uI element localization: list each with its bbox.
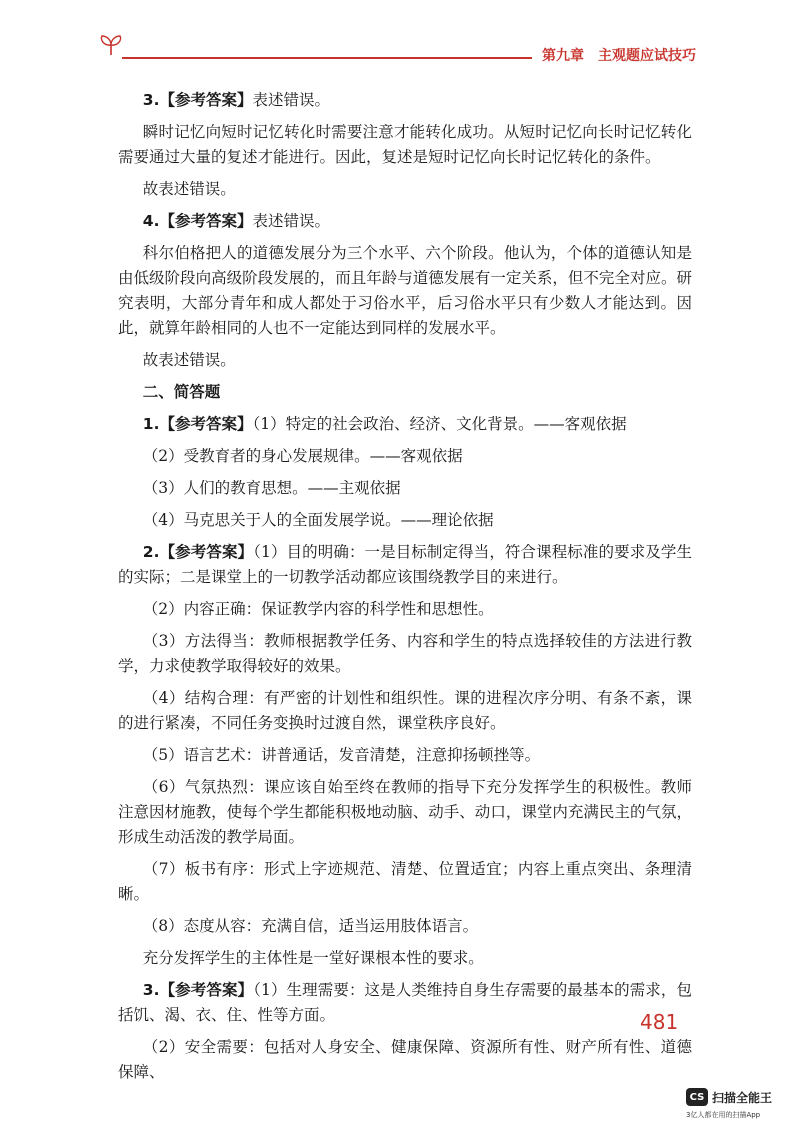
paragraph-text: （6）气氛热烈：课应该自始至终在教师的指导下充分发挥学生的积极性。教师注意因材施教，使每个学生都能积极地动脑、动手、动口，课堂内充满民主的气氛，形成生动活泼的教学局面。 xyxy=(118,778,692,846)
page-number: 481 xyxy=(640,1010,679,1034)
paragraph-text: （1）生理需要：这是人类维持自身生存需要的最基本的需求，包括饥、渴、衣、住、性等方面。 xyxy=(118,981,692,1024)
paragraph-text: 表述错误。 xyxy=(252,91,330,109)
paragraph xyxy=(118,508,692,533)
scanner-tagline: 3亿人都在用的扫描App xyxy=(686,1111,761,1119)
paragraph-text: （4）结构合理：有严密的计划性和组织性。课的进程次序分明、有条不紊，课的进行紧凑，不同任务变换时过渡自然，课堂秩序良好。 xyxy=(118,689,692,732)
paragraph-text: （1）特定的社会政治、经济、文化背景。——客观依据 xyxy=(252,415,627,433)
paragraph xyxy=(118,686,692,736)
paragraph-text: （4）马克思关于人的全面发展学说。——理论依据 xyxy=(142,511,494,529)
paragraph xyxy=(118,775,692,850)
header-rule xyxy=(122,57,532,59)
paragraph-label: 2.【参考答案】 xyxy=(142,543,254,561)
paragraph-label: 二、简答题 xyxy=(142,383,221,401)
camscanner-logo-icon: CS xyxy=(686,1088,708,1106)
paragraph xyxy=(118,1035,692,1085)
page-body xyxy=(118,88,692,1092)
scanner-watermark xyxy=(686,1088,772,1106)
chapter-title: 第九章 主观题应试技巧 xyxy=(542,48,696,64)
sprout-icon xyxy=(98,34,124,56)
paragraph-text: （3）方法得当：教师根据教学任务、内容和学生的特点选择较佳的方法进行教学，力求使教学取得较好的效果。 xyxy=(118,632,692,675)
paragraph-text: （1）目的明确：一是目标制定得当，符合课程标准的要求及学生的实际；二是课堂上的一切教学活动都应该围绕教学目的来进行。 xyxy=(118,543,692,586)
paragraph-text: 故表述错误。 xyxy=(142,180,236,198)
paragraph xyxy=(118,88,692,113)
paragraph xyxy=(118,597,692,622)
paragraph xyxy=(118,209,692,234)
paragraph-text: （2）内容正确：保证教学内容的科学性和思想性。 xyxy=(142,600,494,618)
paragraph-label: 1.【参考答案】 xyxy=(142,415,253,433)
paragraph xyxy=(118,412,692,437)
paragraph xyxy=(118,177,692,202)
paragraph-text: 故表述错误。 xyxy=(142,351,236,369)
paragraph xyxy=(118,629,692,679)
paragraph xyxy=(118,348,692,373)
paragraph-text: （2）受教育者的身心发展规律。——客观依据 xyxy=(142,447,463,465)
paragraph xyxy=(118,444,692,469)
paragraph-text: （3）人们的教育思想。——主观依据 xyxy=(142,479,401,497)
paragraph-text: （8）态度从容：充满自信，适当运用肢体语言。 xyxy=(142,917,479,935)
paragraph-text: （2）安全需要：包括对人身安全、健康保障、资源所有性、财产所有性、道德保障、 xyxy=(118,1038,692,1081)
paragraph xyxy=(118,857,692,907)
paragraph xyxy=(118,978,692,1028)
paragraph xyxy=(118,743,692,768)
paragraph-text: （5）语言艺术：讲普通话，发音清楚，注意抑扬顿挫等。 xyxy=(142,746,541,764)
paragraph xyxy=(118,120,692,170)
paragraph-text: 充分发挥学生的主体性是一堂好课根本性的要求。 xyxy=(142,949,484,967)
paragraph-label: 3.【参考答案】 xyxy=(142,981,254,999)
paragraph-text: 表述错误。 xyxy=(252,212,330,230)
paragraph-label: 4.【参考答案】 xyxy=(142,212,253,230)
paragraph-text: 瞬时记忆向短时记忆转化时需要注意才能转化成功。从短时记忆向长时记忆转化需要通过大量的复述才能进行。因此，复述是短时记忆向长时记忆转化的条件。 xyxy=(118,123,692,166)
paragraph xyxy=(118,241,692,341)
paragraph-label: 3.【参考答案】 xyxy=(142,91,253,109)
paragraph xyxy=(118,380,692,405)
paragraph xyxy=(118,946,692,971)
paragraph-text: 科尔伯格把人的道德发展分为三个水平、六个阶段。他认为，个体的道德认知是由低级阶段向高级阶段发展的，而且年龄与道德发展有一定关系，但不完全对应。研究表明，大部分青年和成人都处于习俗水平，后习俗水平只有少数人才能达到。因此，就算年龄相同的人也不一定能达到同样的发展水平。 xyxy=(118,244,692,337)
paragraph xyxy=(118,476,692,501)
paragraph xyxy=(118,914,692,939)
scanner-name: 扫描全能王 xyxy=(712,1090,773,1105)
paragraph-text: （7）板书有序：形式上字迹规范、清楚、位置适宜；内容上重点突出、条理清晰。 xyxy=(118,860,692,903)
paragraph xyxy=(118,540,692,590)
